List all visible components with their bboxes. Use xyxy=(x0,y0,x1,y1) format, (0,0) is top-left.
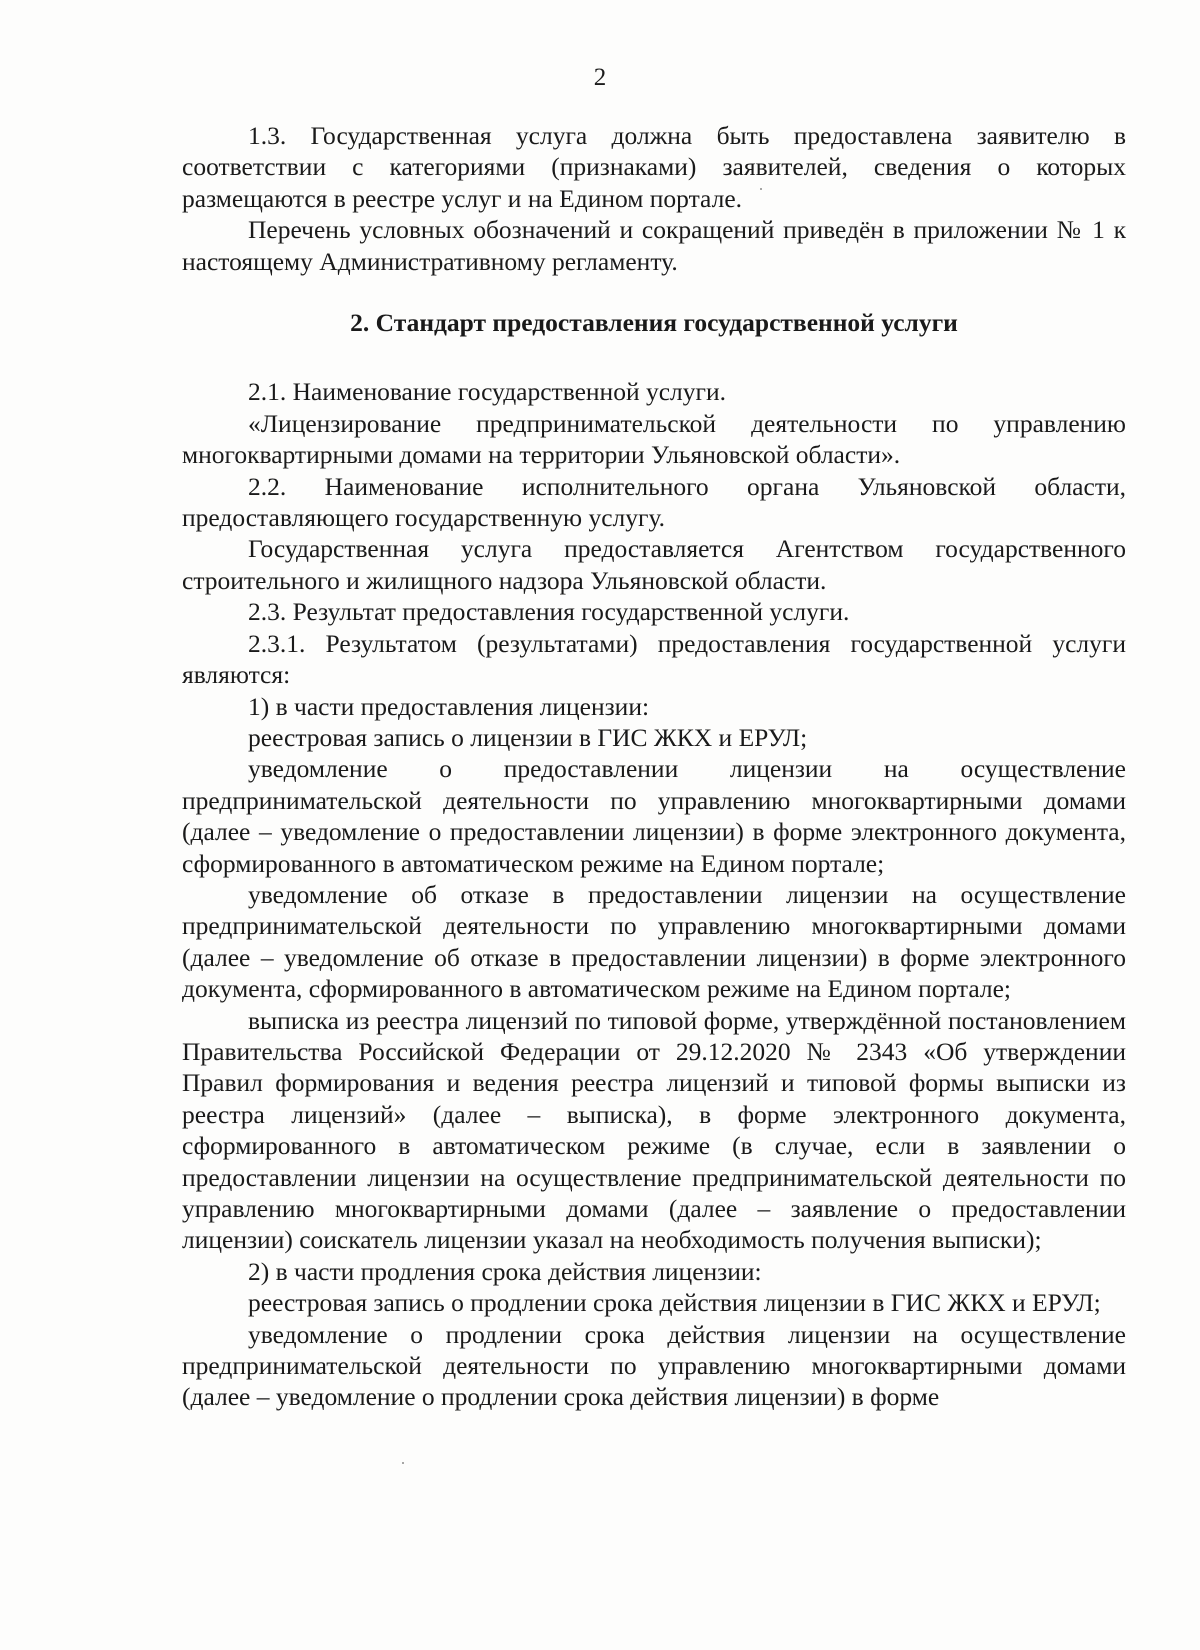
scan-speck xyxy=(402,1462,404,1464)
paragraph-1-3: 1.3. Государственная услуга должна быть предоставлена заявителю в соответствии с категориями (признаками) заявителей, сведения о которых размещаются в реестре услуг и на Едином портале. xyxy=(182,121,1126,213)
paragraph-2-2: 2.2. Наименование исполнительного органа Ульяновской области, предоставляющего государственную услугу. xyxy=(182,471,1126,533)
section-heading: 2. Стандарт предоставления государственной услуги xyxy=(350,308,958,338)
paragraph-agency: Государственная услуга предоставляется Агентством государственного строительного и жилищного надзора Ульяновской области. xyxy=(182,534,1126,595)
paragraph-extension-registry-entry: реестровая запись о продлении срока действия лицензии в ГИС ЖКХ и ЕРУЛ; xyxy=(248,1288,1101,1318)
paragraph-grant-notice: уведомление о предоставлении лицензии на осуществление предпринимательской деятельности по управлению многоквартирными домами (далее – уведомление о предоставлении лицензии) в форме электронного документа, сформированного в автоматическом режиме на Едином портале; xyxy=(182,754,1126,878)
paragraph-extension-notice: уведомление о продлении срока действия лицензии на осуществление предпринимательской деятельности по управлению многоквартирными домами (далее – уведомление о продлении срока действия лицензии) в форме xyxy=(182,1319,1126,1412)
scan-speck xyxy=(760,188,762,190)
paragraph-item-1: 1) в части предоставления лицензии: xyxy=(248,691,650,721)
paragraph-registry-entry: реестровая запись о лицензии в ГИС ЖКХ и ЕРУЛ; xyxy=(248,722,808,752)
paragraph-item-2: 2) в части продления срока действия лицензии: xyxy=(248,1256,762,1286)
paragraph-registry-extract: выписка из реестра лицензий по типовой форме, утверждённой постановлением Правительства Российской Федерации от 29.12.2020 № 2343 «Об утверждении Правил формирования и ведения реестра лицензий и типовой формы выписки из реестра лицензий» (далее – выписка), в форме электронного документа, сформированного в автоматическом режиме (в случае, если в заявлении о предоставлении лицензии на осуществление предпринимательской деятельности по управлению многоквартирными домами (далее – заявление о предоставлении лицензии) соискатель лицензии указал на необходимость получения выписки); xyxy=(182,1005,1126,1255)
paragraph-abbreviations-note: Перечень условных обозначений и сокращений приведён в приложении № 1 к настоящему Административному регламенту. xyxy=(182,215,1126,276)
paragraph-2-1: 2.1. Наименование государственной услуги. xyxy=(248,377,727,407)
paragraph-refusal-notice: уведомление об отказе в предоставлении лицензии на осуществление предпринимательской деятельности по управлению многоквартирными домами (далее – уведомление об отказе в предоставлении лицензии) в форме электронного документа, сформированного в автоматическом режиме на Едином портале; xyxy=(182,879,1126,1004)
paragraph-2-3: 2.3. Результат предоставления государственной услуги. xyxy=(248,597,850,627)
paragraph-2-3-1: 2.3.1. Результатом (результатами) предоставления государственной услуги являются: xyxy=(182,628,1126,690)
document-body xyxy=(182,120,1126,1413)
paragraph-service-name: «Лицензирование предпринимательской деятельности по управлению многоквартирными домами на территории Ульяновской области». xyxy=(182,408,1126,470)
page-number: 2 xyxy=(593,64,607,91)
